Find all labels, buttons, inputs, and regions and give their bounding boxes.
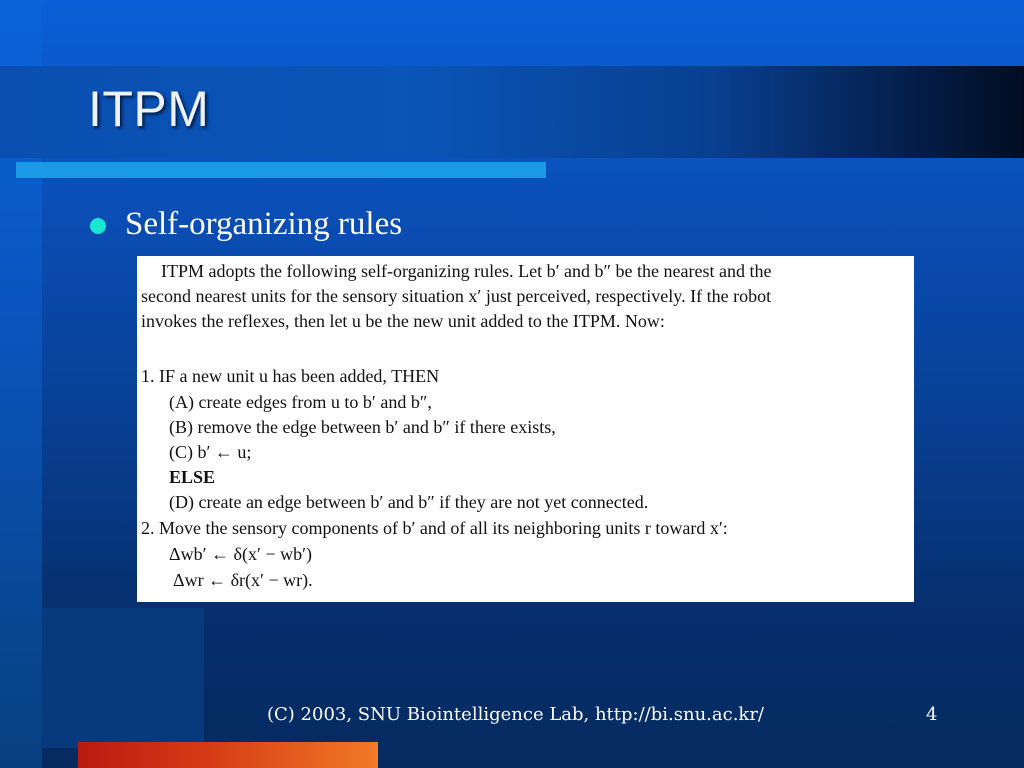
bullet-item [90, 206, 402, 243]
equation-2: Δwr ← δr(x′ − wr). [173, 570, 313, 590]
page-number: 4 [926, 704, 938, 725]
title-underline [16, 162, 546, 178]
intro-paragraph [141, 259, 908, 334]
rule-1c-line: (C) b′ ← u; [169, 442, 252, 462]
rule-1d-line: (D) create an edge between b′ and b″ if they are not yet connected. [169, 492, 649, 512]
rule-2-line: 2. Move the sensory components of b′ and of all its neighboring units r toward x′: [141, 518, 728, 538]
intro-line-1: ITPM adopts the following self-organizing rules. Let b′ and b″ be the nearest and the [161, 261, 772, 281]
rule-1b-line: (B) remove the edge between b′ and b″ if there exists, [169, 417, 556, 437]
rule-1a-line: (A) create edges from u to b′ and b″, [169, 392, 432, 412]
bottom-decor-bar [78, 742, 378, 768]
footer-credit: (C) 2003, SNU Biointelligence Lab, http://bi.snu.ac.kr/ [267, 704, 764, 725]
bottom-decor-block [42, 608, 204, 748]
slide-title: ITPM [88, 81, 210, 137]
rules-excerpt-image [137, 256, 914, 602]
rule-1-line: 1. IF a new unit u has been added, THEN [141, 366, 440, 386]
intro-line-2: second nearest units for the sensory situation x′ just perceived, respectively. If the robot [141, 286, 772, 306]
bullet-icon [90, 218, 106, 234]
bullet-text: Self-organizing rules [125, 206, 403, 242]
else-line: ELSE [169, 467, 216, 487]
intro-line-3: invokes the reflexes, then let u be the new unit added to the ITPM. Now: [141, 311, 665, 331]
equation-1: Δwb′ ← δ(x′ − wb′) [169, 544, 313, 564]
